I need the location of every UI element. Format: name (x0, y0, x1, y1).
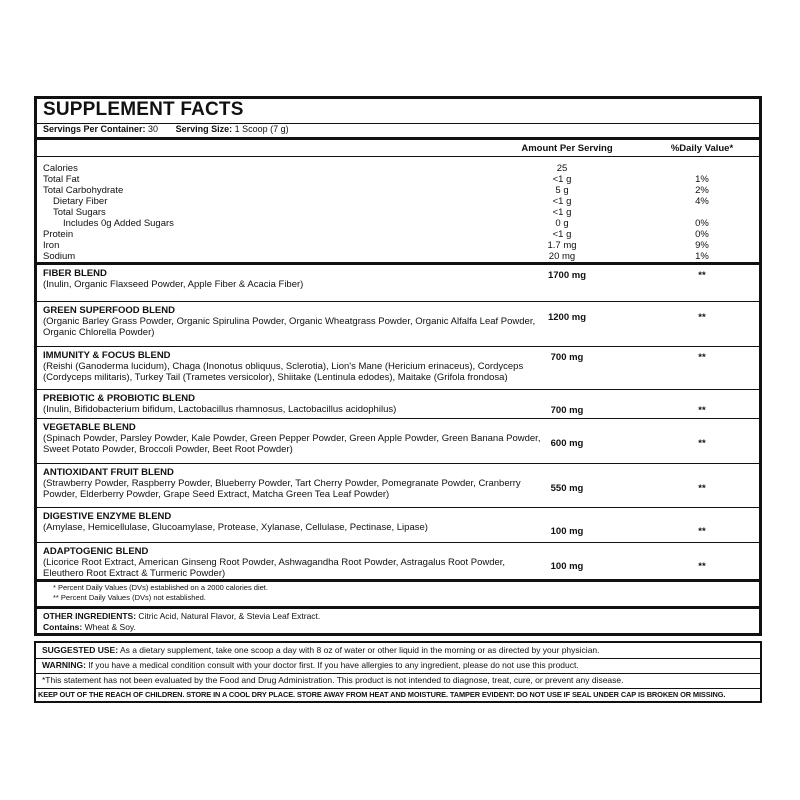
nutrient-amount: <1 g (552, 229, 572, 240)
fda-statement (36, 675, 760, 687)
blend-daily-value: ** (698, 270, 706, 281)
blend-section (37, 508, 759, 542)
panel-title: SUPPLEMENT FACTS (43, 99, 244, 120)
nutrient-amount: 20 mg (548, 251, 576, 262)
blend-section (37, 265, 759, 301)
blend-amount: 1700 mg (547, 270, 587, 281)
warning-label: WARNING: (42, 660, 86, 670)
blend-daily-value: ** (698, 352, 706, 363)
blend-ingredients: (Licorice Root Extract, American Ginseng Root Powder, Ashwagandha Root Powder, Astragalus Root Powder, Eleuthero Root Extract & Turmeric Powder) (43, 557, 506, 579)
nutrient-amount: 1.7 mg (547, 240, 577, 251)
divider (36, 688, 760, 689)
servings-per-container-label: Servings Per Container: (43, 124, 146, 134)
blend-ingredients: (Spinach Powder, Parsley Powder, Kale Powder, Green Pepper Powder, Green Apple Powder, Green Banana Powder, Sweet Potato Powder, Broccoli Powder, Beet Root Powder) (43, 433, 541, 455)
keep-out-text: KEEP OUT OF THE REACH OF CHILDREN. STORE IN A COOL DRY PLACE. STORE AWAY FROM HEAT AND MOISTURE. TAMPER EVIDENT: DO NOT USE IF SEAL UNDER CAP IS BROKEN OR MISSING. (38, 690, 726, 699)
nutrient-daily-value: 1% (695, 174, 709, 185)
blend-daily-value: ** (698, 312, 706, 323)
blend-amount: 1200 mg (547, 312, 587, 323)
divider (36, 673, 760, 674)
nutrient-name: Calories (43, 163, 78, 174)
nutrient-amount: 25 (556, 163, 568, 174)
nutrient-daily-value: 4% (695, 196, 709, 207)
nutrient-daily-value: 2% (695, 185, 709, 196)
warning-text: If you have a medical condition consult with your doctor first. If you have allergies to any ingredient, please do not use this product. (85, 660, 579, 670)
blend-amount: 100 mg (550, 526, 584, 537)
blend-amount: 700 mg (550, 405, 584, 416)
daily-value-header: %Daily Value* (670, 143, 734, 154)
blend-ingredients: (Inulin, Bifidobacterium bifidum, Lactobacillus rhamnosus, Lactobacillus acidophilus) (43, 404, 397, 415)
fda-statement-text: *This statement has not been evaluated by the Food and Drug Administration. This product is not intended to diagnose, treat, cure, or prevent any disease. (42, 675, 624, 685)
blend-ingredients: (Amylase, Hemicellulase, Glucoamylase, Protease, Xylanase, Cellulase, Pectinase, Lipase) (43, 522, 428, 533)
nutrient-name: Dietary Fiber (53, 196, 108, 207)
blend-ingredients: (Reishi (Ganoderma lucidum), Chaga (Inonotus obliquus, Sclerotia), Lion's Mane (Hericium erinaceus), Cordyceps (Cordyceps militaris), Turkey Tail (Trametes versicolor), Shiitake (Lentinula edodes), Maitake (Grifola frondosa) (43, 361, 524, 383)
suggested-use-text: As a dietary supplement, take one scoop a day with 8 oz of water or other liquid in the morning or as directed by your physician. (118, 645, 600, 655)
nutrient-daily-value: 0% (695, 229, 709, 240)
nutrient-name: Includes 0g Added Sugars (63, 218, 174, 229)
divider (37, 137, 759, 140)
blend-section (37, 419, 759, 463)
blend-daily-value: ** (698, 526, 706, 537)
contains-value: Wheat & Soy. (82, 622, 136, 632)
blend-name: DIGESTIVE ENZYME BLEND (43, 511, 172, 522)
nutrient-amount: 0 g (555, 218, 569, 229)
contains-label: Contains: (43, 622, 83, 632)
blend-amount: 100 mg (550, 561, 584, 572)
nutrient-amount: <1 g (552, 174, 572, 185)
warning (36, 660, 760, 672)
suggested-use (36, 645, 760, 657)
other-ingredients-value: Citric Acid, Natural Flavor, & Stevia Leaf Extract. (136, 611, 321, 621)
blend-daily-value: ** (698, 483, 706, 494)
blend-name: ANTIOXIDANT FRUIT BLEND (43, 467, 174, 478)
contains-info (43, 622, 136, 632)
supplement-facts-panel (34, 96, 762, 636)
nutrient-daily-value: 1% (695, 251, 709, 262)
serving-size-value: 1 Scoop (7 g) (234, 124, 289, 134)
warnings-box (34, 641, 762, 703)
blend-amount: 700 mg (550, 352, 584, 363)
nutrient-amount: <1 g (552, 196, 572, 207)
suggested-use-label: SUGGESTED USE: (42, 645, 119, 655)
blend-ingredients: (Inulin, Organic Flaxseed Powder, Apple Fiber & Acacia Fiber) (43, 279, 304, 290)
nutrient-amount: <1 g (552, 207, 572, 218)
serving-size-label: Serving Size: (175, 124, 233, 134)
blend-ingredients: (Strawberry Powder, Raspberry Powder, Blueberry Powder, Tart Cherry Powder, Pomegranate Powder, Cranberry Powder, Elderberry Powder, Grape Seed Extract, Matcha Green Tea Leaf Powder) (43, 478, 521, 500)
nutrient-name: Total Fat (43, 174, 80, 185)
nutrient-daily-value: 9% (695, 240, 709, 251)
nutrient-name: Protein (43, 229, 74, 240)
nutrient-name: Total Sugars (53, 207, 106, 218)
divider (37, 606, 759, 609)
blend-amount: 600 mg (550, 438, 584, 449)
blend-name: IMMUNITY & FOCUS BLEND (43, 350, 171, 361)
nutrient-daily-value: 0% (695, 218, 709, 229)
other-ingredients (43, 611, 320, 621)
blend-daily-value: ** (698, 405, 706, 416)
blend-name: PREBIOTIC & PROBIOTIC BLEND (43, 393, 196, 404)
amount-per-serving-header: Amount Per Serving (521, 143, 613, 154)
blend-name: GREEN SUPERFOOD BLEND (43, 305, 175, 316)
blend-amount: 550 mg (550, 483, 584, 494)
blend-section (37, 347, 759, 389)
divider (37, 579, 759, 582)
blend-section (37, 390, 759, 418)
blend-name: ADAPTOGENIC BLEND (43, 546, 149, 557)
divider (37, 156, 759, 157)
footnote: ** Percent Daily Values (DVs) not established. (53, 593, 206, 602)
nutrient-amount: 5 g (555, 185, 569, 196)
nutrient-name: Total Carbohydrate (43, 185, 124, 196)
nutrient-name: Iron (43, 240, 60, 251)
footnote: * Percent Daily Values (DVs) established on a 2000 calories diet. (53, 583, 268, 592)
other-ingredients-label: OTHER INGREDIENTS: (43, 611, 137, 621)
servings-info (43, 124, 289, 134)
blend-section (37, 543, 759, 581)
blend-name: VEGETABLE BLEND (43, 422, 136, 433)
blend-daily-value: ** (698, 561, 706, 572)
blend-section (37, 302, 759, 346)
blend-section (37, 464, 759, 507)
nutrient-name: Sodium (43, 251, 76, 262)
blend-ingredients: (Organic Barley Grass Powder, Organic Spirulina Powder, Organic Wheatgrass Powder, Organic Alfalfa Leaf Powder, Organic Chlorella Powder) (43, 316, 536, 338)
servings-per-container-value: 30 (148, 124, 159, 134)
blend-daily-value: ** (698, 438, 706, 449)
keep-out-notice (36, 690, 760, 702)
divider (36, 658, 760, 659)
blend-name: FIBER BLEND (43, 268, 107, 279)
